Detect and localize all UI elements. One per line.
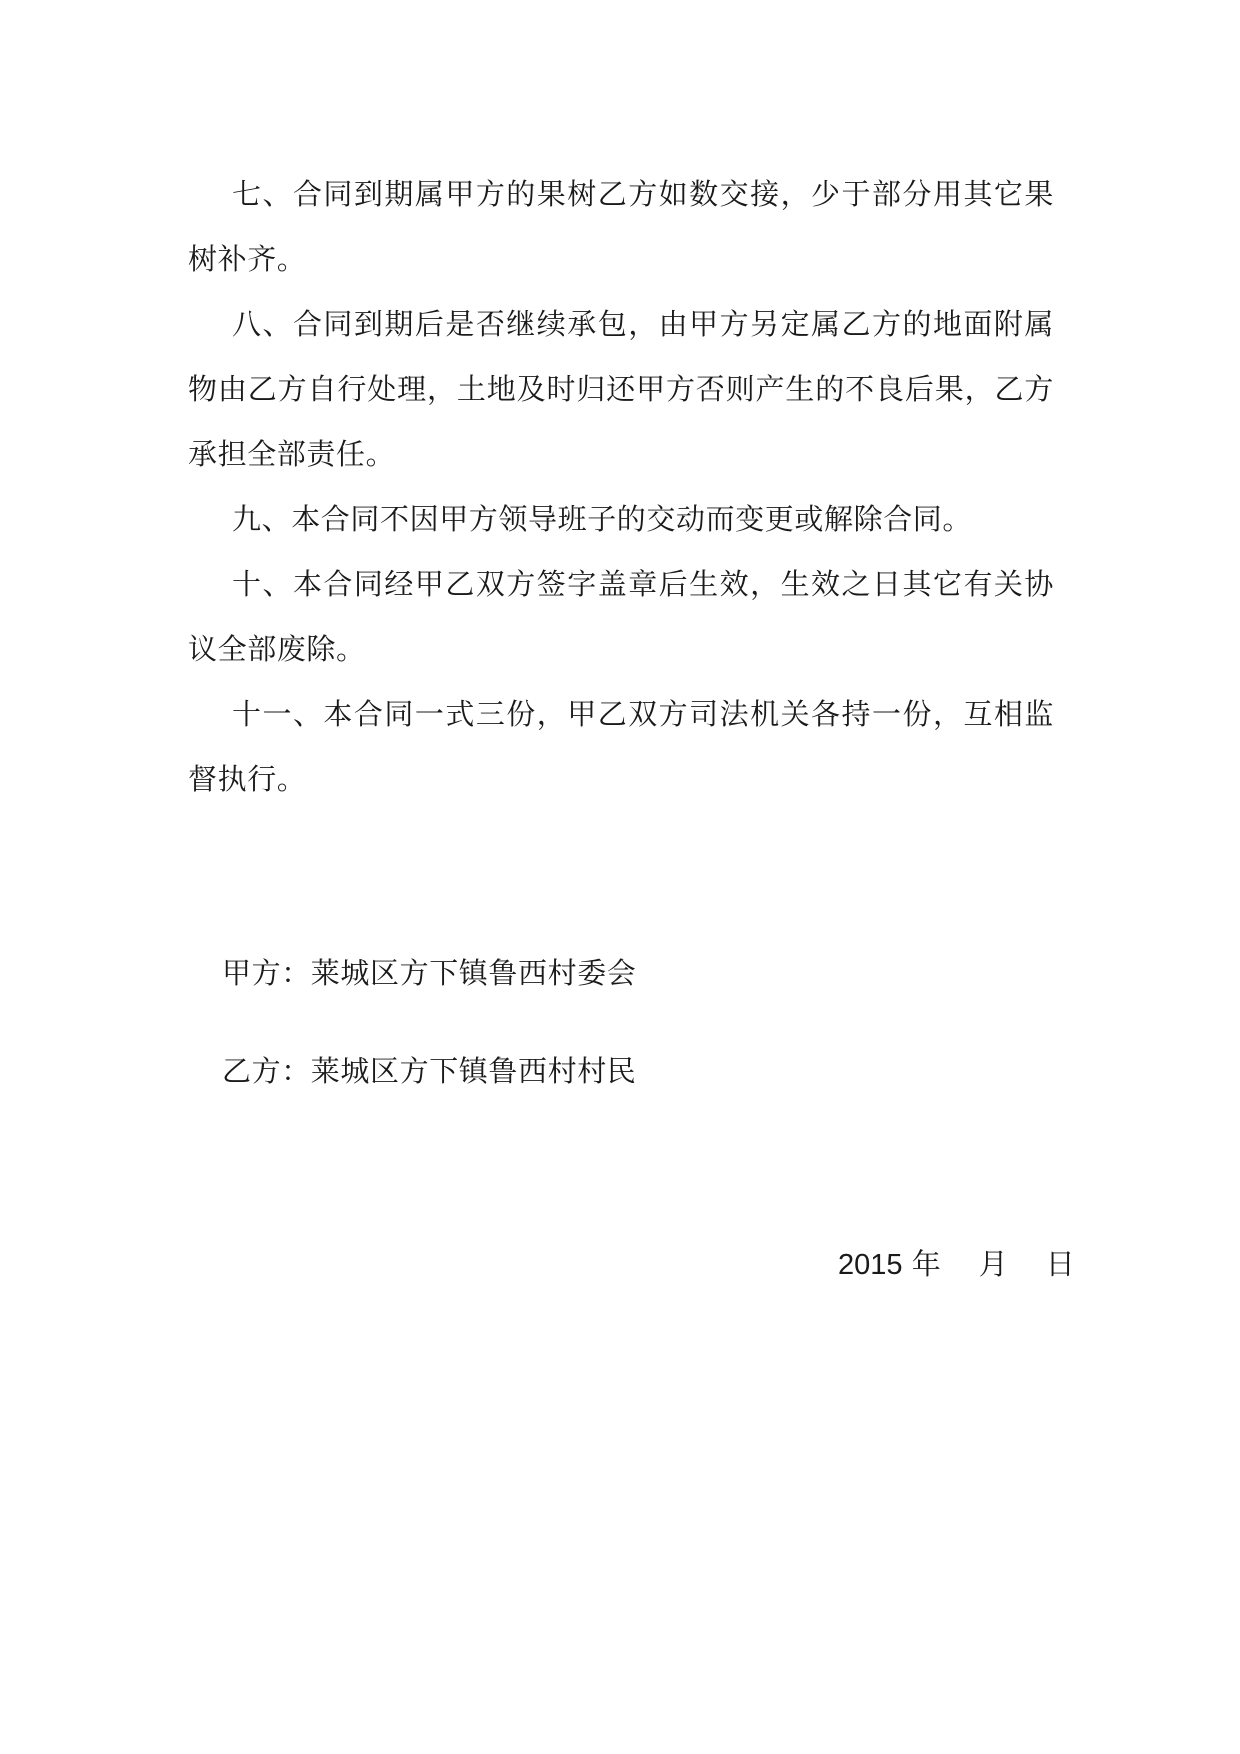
clause-nine: 九、本合同不因甲方领导班子的交动而变更或解除合同。 — [232, 502, 973, 536]
contract-clauses — [188, 162, 1054, 812]
clause-ten: 十、本合同经甲乙双方签字盖章后生效，生效之日其它有关协议全部废除。 — [188, 567, 1054, 666]
signing-date — [838, 1244, 1075, 1285]
date-day-char: 日 — [1045, 1247, 1075, 1281]
clause-seven: 七、合同到期属甲方的果树乙方如数交接，少于部分用其它果树补齐。 — [188, 177, 1054, 276]
party-a-line: 甲方：莱城区方下镇鲁西村委会 — [222, 956, 637, 990]
clause-eleven: 十一、本合同一式三份，甲乙双方司法机关各持一份，互相监督执行。 — [188, 697, 1054, 796]
date-month-char: 月 — [978, 1247, 1008, 1281]
clause-eight: 八、合同到期后是否继续承包，由甲方另定属乙方的地面附属物由乙方自行处理，土地及时归还甲方否则产生的不良后果，乙方承担全部责任。 — [188, 307, 1054, 471]
date-year-char: 年 — [911, 1247, 941, 1281]
party-b-line: 乙方：莱城区方下镇鲁西村村民 — [222, 1054, 637, 1088]
date-year: 2015 — [838, 1249, 903, 1281]
